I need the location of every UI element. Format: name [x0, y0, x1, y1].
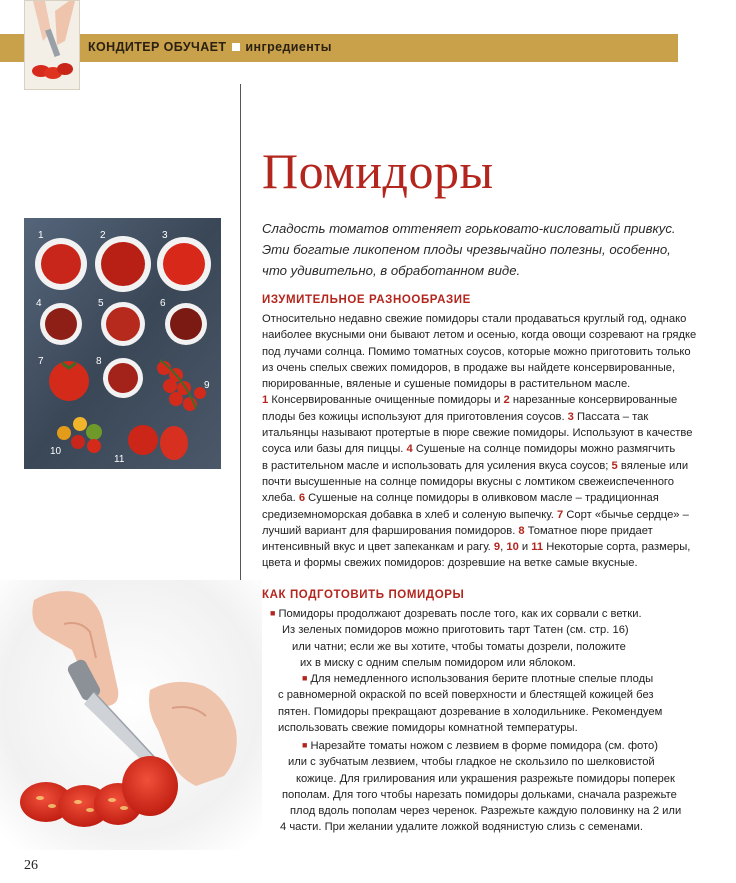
text-line: [262, 458, 690, 474]
text-span: Некоторые сорта, размеры,: [543, 541, 691, 554]
text-line: или с зубчатым лезвием, чтобы гладкое не скользило по шелковистой: [288, 756, 655, 769]
breadcrumb-section: КОНДИТЕР ОБУЧАЕТ: [88, 40, 227, 54]
lead-line: что удивительно, в обработанном виде.: [262, 263, 521, 278]
item-number: 6: [298, 492, 306, 505]
text-span: Сорт «бычье сердце» –: [563, 508, 689, 521]
text-line: или чатни; если же вы хотите, чтобы томаты дозрели, положите: [292, 640, 626, 653]
photo-label: 5: [98, 298, 104, 309]
square-bullet-icon: ■: [302, 673, 308, 683]
variety-body-text: [262, 311, 697, 572]
text-span: плоды без кожицы используют для приготовления соусов.: [262, 410, 568, 423]
text-line: итальянцы называют протертые в пюре свежие помидоры. Используют в качестве: [262, 427, 693, 440]
text-line: использовать свежие помидоры комнатной температуры.: [278, 721, 578, 734]
item-number: 9: [493, 541, 501, 554]
square-bullet-icon: ■: [270, 608, 276, 618]
text-span: в растительном масле и использовать для усиления вкуса соусов;: [262, 459, 612, 472]
text-span: нарезанные консервированные: [509, 394, 678, 407]
photo-label: 10: [50, 446, 62, 457]
item-number: 11: [531, 541, 544, 554]
photo-label: 2: [100, 230, 106, 241]
text-span: соуса или базы для пиццы.: [262, 443, 407, 456]
item-number: 4: [406, 443, 413, 456]
text-span: Сушеные на солнце помидоры можно размягчить: [412, 443, 676, 456]
tomato-products-photo: [24, 218, 221, 469]
text-line: пополам. Для того чтобы нарезать помидоры дольками, сначала разрежьте: [282, 788, 677, 801]
prepare-paragraph-1: [270, 605, 642, 671]
item-number: 7: [556, 508, 564, 521]
text-line: [302, 737, 681, 754]
text-span: вяленые или: [617, 459, 689, 472]
text-span: и: [518, 541, 532, 554]
text-span: Для немедленного использования берите плотные спелые плоды: [310, 673, 654, 685]
slicing-tomato-photo: [0, 580, 262, 850]
text-line: [262, 441, 690, 457]
section-heading-variety: ИЗУМИТЕЛЬНОЕ РАЗНООБРАЗИЕ: [262, 294, 471, 306]
text-span: Помидоры продолжают дозревать после того, как их сорвали с ветки.: [278, 608, 642, 620]
item-number: 3: [567, 410, 574, 423]
text-line: Относительно недавно свежие помидоры стали продаваться круглый год, однако: [262, 313, 687, 325]
text-line: плод вдоль пополам через черенок. Разрежьте каждую половинку на 2 или: [290, 805, 682, 818]
column-divider: [240, 84, 241, 580]
photo-label: 4: [36, 298, 42, 309]
text-line: под лучами солнца. Помимо томатных соусов, которые можно приготовить только: [262, 345, 691, 358]
lead-paragraph: [262, 218, 702, 281]
photo-label: 11: [114, 454, 125, 465]
tomato-products-illustration: [24, 218, 221, 469]
text-line: [302, 670, 662, 687]
breadcrumb-subsection: ингредиенты: [245, 40, 332, 54]
text-line: их в миску с одним спелым помидором или яблоком.: [300, 656, 576, 669]
text-span: Консервированные очищенные помидоры и: [268, 394, 504, 407]
square-bullet-icon: ■: [302, 740, 308, 750]
text-span: ,: [500, 541, 507, 554]
prepare-paragraph-3: [280, 737, 682, 836]
text-line: [262, 539, 690, 555]
item-number: 5: [611, 459, 618, 472]
text-span: хлеба.: [262, 492, 299, 505]
prepare-paragraph-2: [278, 670, 663, 736]
photo-label: 8: [96, 356, 102, 367]
page-title: Помидоры: [262, 143, 494, 199]
text-line: наиболее вкусными они бывают летом и осенью, когда овощи созревают на грядке: [262, 329, 697, 342]
photo-label: 1: [38, 230, 44, 241]
text-span: Сушеные на солнце помидоры в оливковом масле – традиционная: [305, 492, 659, 505]
square-separator-icon: [232, 43, 240, 51]
text-line: 4 части. При желании удалите ложкой водянистую слизь с семенами.: [280, 821, 644, 834]
text-line: [262, 409, 690, 425]
text-span: Томатное пюре придает: [524, 524, 653, 537]
text-span: средиземноморская добавка в хлеб и соленую выпечку.: [262, 508, 557, 521]
page-number: 26: [24, 858, 38, 873]
hands-slicing-tomato-illustration: [0, 580, 262, 850]
text-line: почти высушенные на солнце помидоры вкусны с ломтиком свежеиспеченного: [262, 475, 674, 488]
text-line: [262, 490, 690, 506]
item-number: 10: [506, 541, 519, 554]
text-line: кожице. Для грилирования или украшения разрежьте помидоры поперек: [296, 772, 675, 785]
text-span: Пассата – так: [573, 410, 649, 423]
hand-slicing-tomato-thumbnail: [25, 1, 79, 89]
section-heading-prepare: КАК ПОДГОТОВИТЬ ПОМИДОРЫ: [262, 589, 465, 601]
header-thumbnail-photo: [24, 0, 80, 90]
text-line: [262, 392, 690, 408]
text-line: пюрированные, вяленые и сушеные помидоры в растительном масле.: [262, 378, 631, 391]
text-span: Нарезайте томаты ножом с лезвием в форме помидора (см. фото): [310, 740, 658, 752]
lead-line: Эти богатые ликопеном плоды чрезвычайно полезны, особенно,: [262, 242, 671, 257]
photo-label: 9: [204, 380, 210, 391]
text-line: [270, 605, 642, 622]
photo-label: 3: [162, 230, 168, 241]
breadcrumb: [88, 40, 332, 54]
lead-line: Сладость томатов оттеняет горьковато-кисловатый привкус.: [262, 221, 676, 236]
text-line: [262, 507, 690, 523]
text-line: [262, 523, 690, 539]
item-number: 8: [518, 524, 525, 537]
photo-label: 6: [160, 298, 166, 309]
text-line: из очень спелых свежих помидоров, в продаже вы найдете консервированные,: [262, 361, 676, 374]
text-span: интенсивный вкус и цвет запеканкам и рагу.: [262, 541, 494, 554]
photo-label: 7: [38, 356, 44, 367]
text-line: Из зеленых помидоров можно приготовить тарт Татен (см. стр. 16): [282, 624, 629, 637]
text-line: с равномерной окраской по всей поверхности и блестящей кожицей без: [278, 689, 654, 702]
item-number: 1: [262, 394, 269, 407]
text-line: цвета и формы свежих помидоров: дозревшие на ветке самые вкусные.: [262, 557, 638, 570]
text-line: пятен. Помидоры прекращают дозревание в холодильнике. Рекомендуем: [278, 705, 663, 718]
text-span: лучший вариант для фарширования помидоров.: [262, 524, 519, 537]
item-number: 2: [503, 394, 510, 407]
